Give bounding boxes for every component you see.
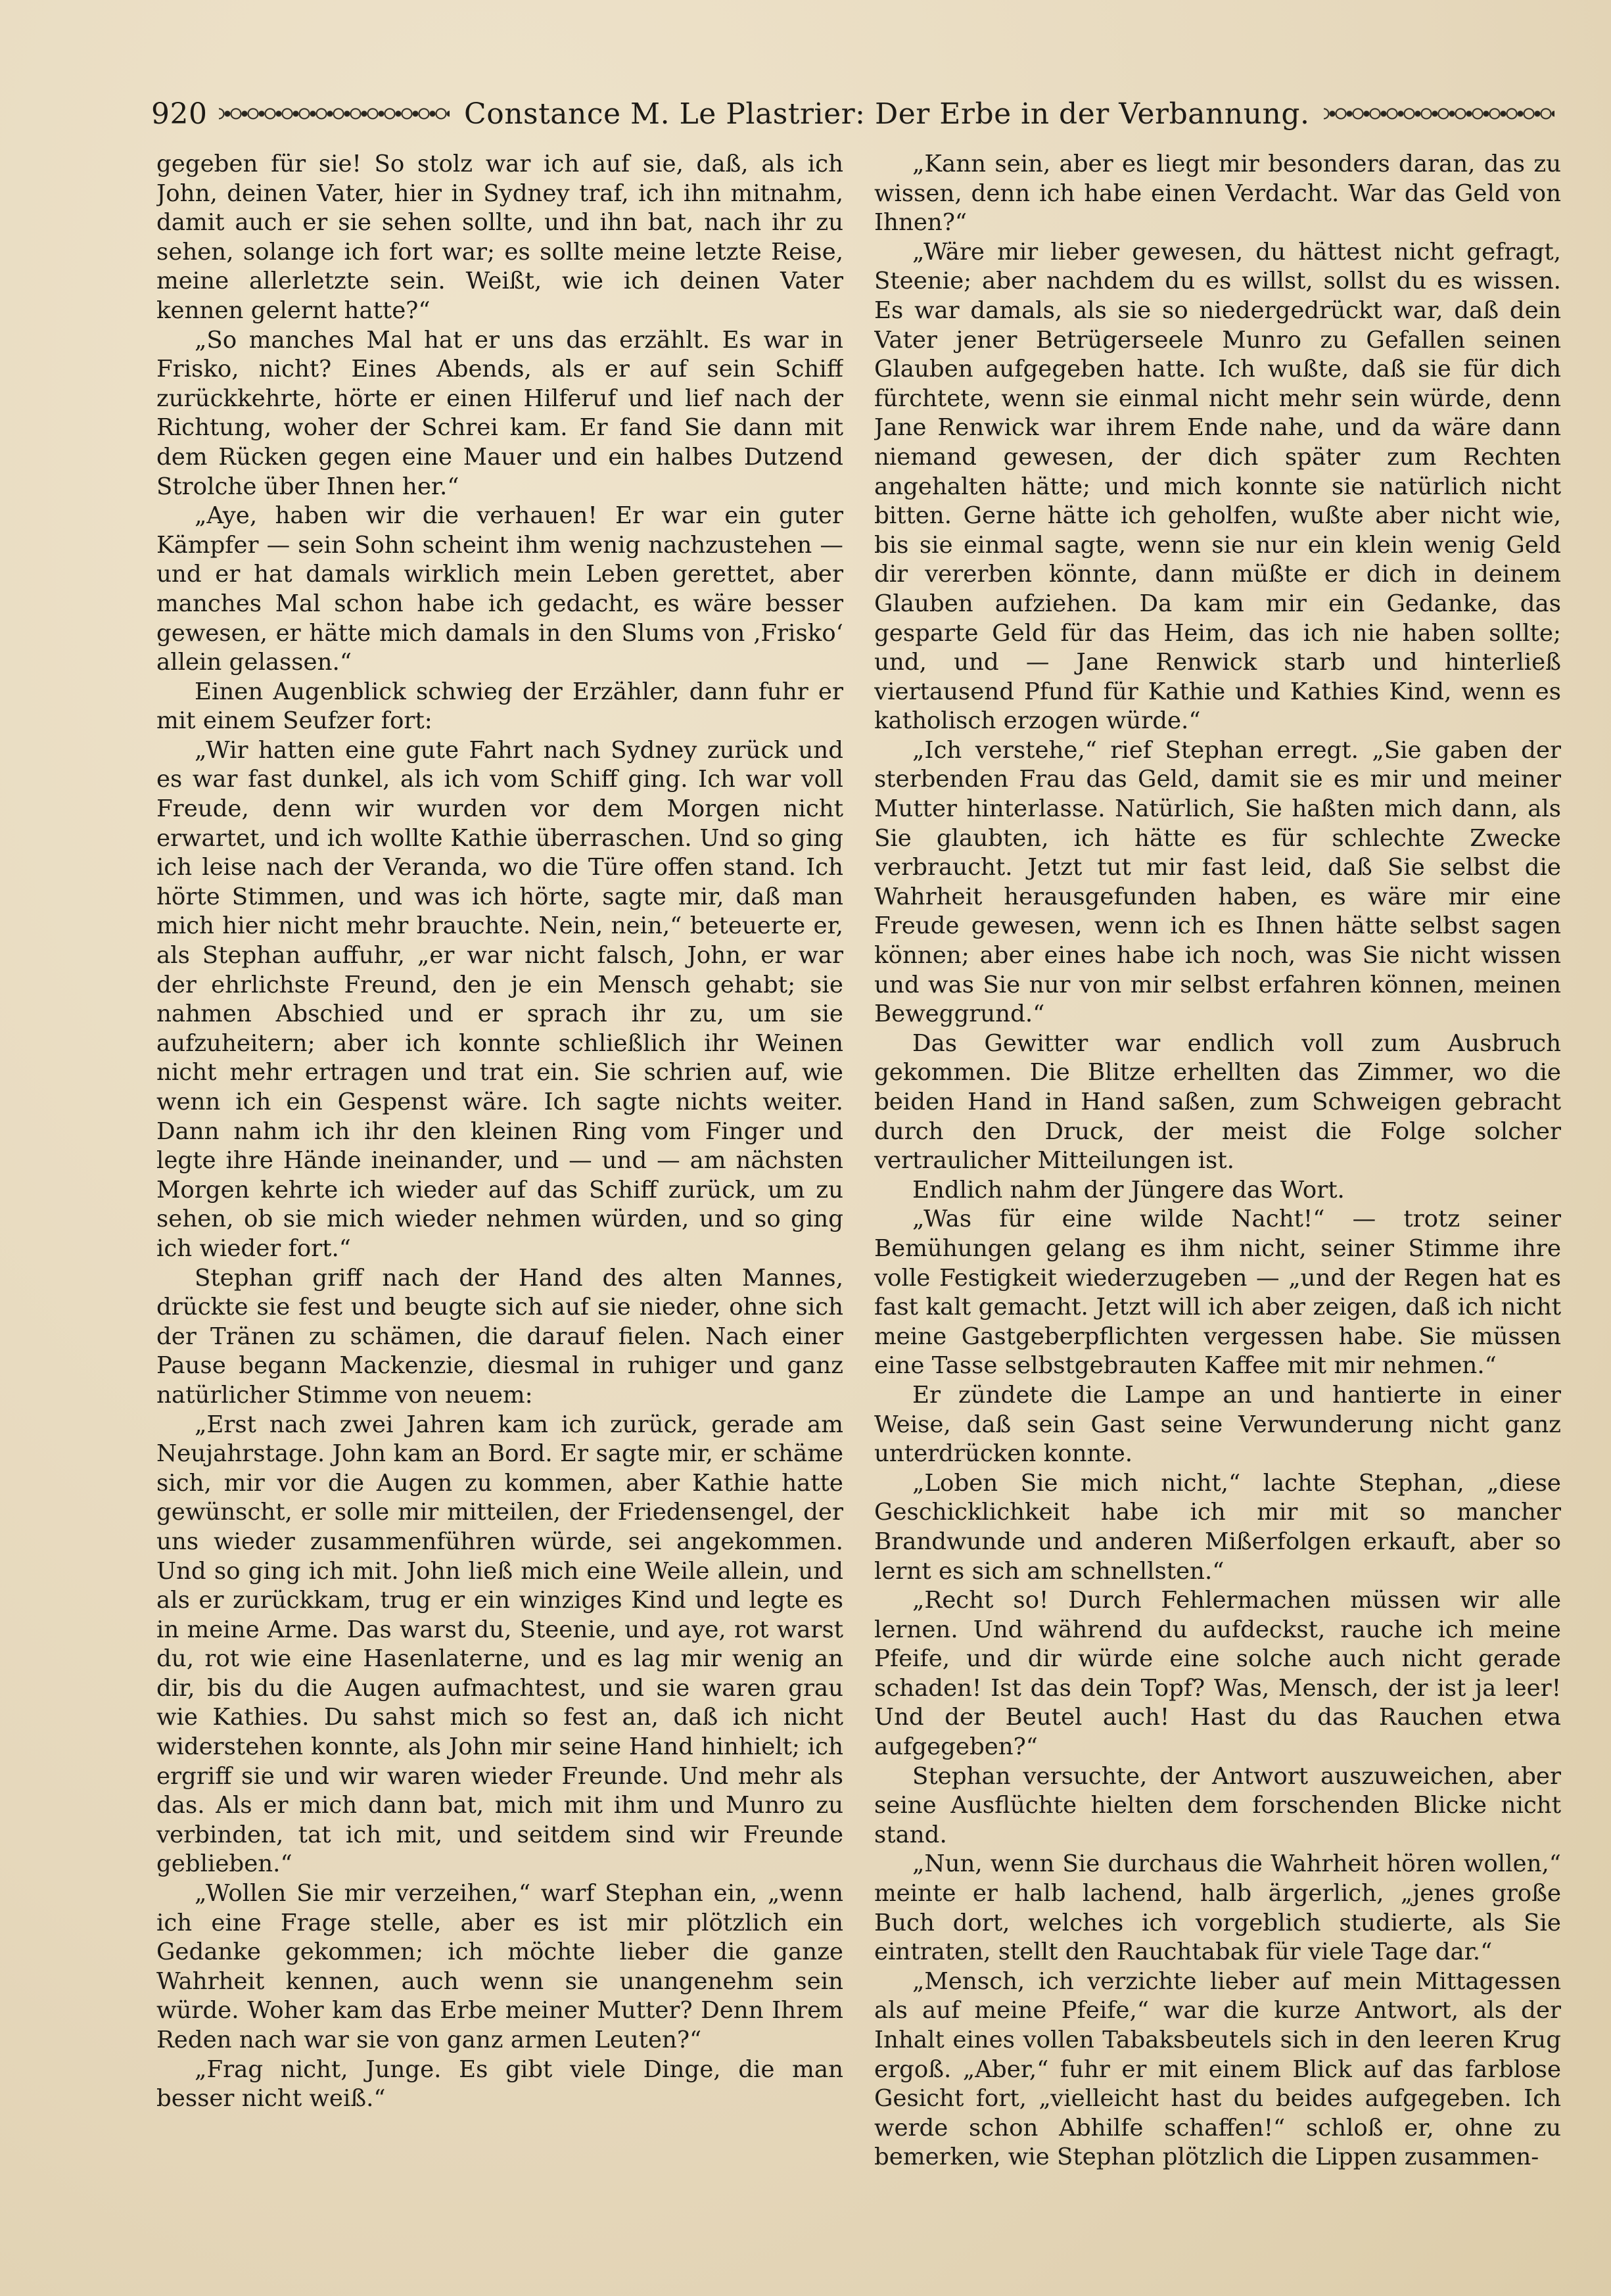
paragraph: „Nun, wenn Sie durchaus die Wahrheit hören wollen,“ meinte er halb lachend, halb ärgerlich, „jenes große Buch dort, welches ich vorgeblich studierte, als Sie eintraten, stellt den Rauchtabak für viele Tage dar.“: [874, 1850, 1561, 1966]
ornament-right: [1324, 107, 1554, 120]
page-header: [151, 91, 1554, 137]
paragraph: Er zündete die Lampe an und hantierte in einer Weise, daß sein Gast seine Verwunderung nicht ganz unterdrücken konnte.: [874, 1381, 1561, 1468]
paragraph: „Wäre mir lieber gewesen, du hättest nicht gefragt, Steenie; aber nachdem du es willst, sollst du es wissen. Es war damals, als sie so niedergedrückt war, daß dein Vater jener Betrügerseele Munro zu Gefallen seinen Glauben aufgegeben hatte. Ich wußte, daß sie für dich fürchtete, wenn sie einmal nicht mehr sein würde, denn Jane Renwick war ihrem Ende nahe, und da wäre dann niemand gewesen, der dich später zum Rechten angehalten hätte; und mich konnte sie natürlich nicht bitten. Gerne hätte ich geholfen, wußte aber nicht wie, bis sie einmal sagte, wenn sie nur ein klein wenig Geld dir vererben könnte, dann müßte er dich in deinem Glauben aufziehen. Da kam mir ein Gedanke, das gesparte Geld für das Heim, das ich nie haben sollte; und, und — Jane Renwick starb und hinterließ viertausend Pfund für Kathie und Kathies Kind, wenn es katholisch erzogen würde.“: [874, 238, 1561, 735]
page-number: 920: [151, 97, 208, 131]
paragraph: Stephan griff nach der Hand des alten Mannes, drückte sie fest und beugte sich auf sie nieder, ohne sich der Tränen zu schämen, die darauf fielen. Nach einer Pause begann Mackenzie, diesmal in ruhiger und ganz natürlicher Stimme von neuem:: [156, 1264, 843, 1409]
paragraph: „Wollen Sie mir verzeihen,“ warf Stephan ein, „wenn ich eine Frage stelle, aber es ist mir plötzlich ein Gedanke gekommen; ich möchte lieber die ganze Wahrheit kennen, auch wenn sie unangenehm sein würde. Woher kam das Erbe meiner Mutter? Denn Ihrem Reden nach war sie von ganz armen Leuten?“: [156, 1880, 843, 2053]
paragraph: „Frag nicht, Junge. Es gibt viele Dinge, die man besser nicht weiß.“: [156, 2055, 843, 2113]
right-column: [874, 150, 1561, 2240]
paragraph: „Mensch, ich verzichte lieber auf mein Mittagessen als auf meine Pfeife,“ war die kurze Antwort, als der Inhalt eines vollen Tabaksbeutels sich in den leeren Krug ergoß. „Aber,“ fuhr er mit einem Blick auf das farblose Gesicht fort, „vielleicht hast du beides aufgegeben. Ich werde schon Abhilfe schaffen!“ schloß er, ohne zu bemerken, wie Stephan plötzlich die Lippen zusammen-: [874, 1967, 1561, 2171]
running-title: Constance M. Le Plastrier: Der Erbe in der Verbannung.: [464, 97, 1310, 131]
paragraph: „Erst nach zwei Jahren kam ich zurück, gerade am Neujahrstage. John kam an Bord. Er sagte mir, er schäme sich, mir vor die Augen zu kommen, aber Kathie hatte gewünscht, er solle mir mitteilen, der Friedensengel, der uns wieder zusammenführen würde, sei angekommen. Und so ging ich mit. John ließ mich eine Weile allein, und als er zurückkam, trug er ein winziges Kind und legte es in meine Arme. Das warst du, Steenie, und aye, rot warst du, rot wie eine Hasenlaterne, und es lag mir wenig an dir, bis du die Augen aufmachtest, und sie waren grau wie Kathies. Du sahst mich so fest an, daß ich nicht widerstehen konnte, als John mir seine Hand hinhielt; ich ergriff sie und wir waren wieder Freunde. Und mehr als das. Als er mich dann bat, mich mit ihm und Munro zu verbinden, tat ich mit, und seitdem sind wir Freunde geblieben.“: [156, 1411, 843, 1878]
paragraph: „So manches Mal hat er uns das erzählt. Es war in Frisko, nicht? Eines Abends, als er auf sein Schiff zurückkehrte, hörte er einen Hilferuf und lief nach der Richtung, woher der Schrei kam. Er fand Sie dann mit dem Rücken gegen eine Mauer und ein halbes Dutzend Strolche über Ihnen her.“: [156, 326, 843, 500]
left-column: [156, 150, 843, 2240]
paragraph: „Recht so! Durch Fehlermachen müssen wir alle lernen. Und während du aufdeckst, rauche ich meine Pfeife, und dir würde eine solche auch nicht gerade schaden! Ist das dein Topf? Was, Mensch, der ist ja leer! Und der Beutel auch! Hast du das Rauchen etwa aufgegeben?“: [874, 1587, 1561, 1761]
paragraph: „Loben Sie mich nicht,“ lachte Stephan, „diese Geschicklichkeit habe ich mir mit so mancher Brandwunde und anderen Mißerfolgen erkauft, aber so lernt es sich am schnellsten.“: [874, 1469, 1561, 1585]
paragraph: Endlich nahm der Jüngere das Wort.: [912, 1176, 1345, 1204]
paragraph: „Ich verstehe,“ rief Stephan erregt. „Sie gaben der sterbenden Frau das Geld, damit sie es mir und meiner Mutter hinterlasse. Natürlich, Sie haßten mich dann, als Sie glaubten, ich hätte es für schlechte Zwecke verbraucht. Jetzt tut mir fast leid, daß Sie selbst die Wahrheit herausgefunden haben, es wäre mir eine Freude gewesen, wenn ich es Ihnen hätte selbst sagen können; aber eines habe ich noch, was Sie nicht wissen und was Sie nur von mir selbst erfahren können, meinen Beweggrund.“: [874, 736, 1561, 1028]
paragraph: „Aye, haben wir die verhauen! Er war ein guter Kämpfer — sein Sohn scheint ihm wenig nachzustehen — und er hat damals wirklich mein Leben gerettet, aber manches Mal schon habe ich gedacht, es wäre besser gewesen, er hätte mich damals in den Slums von ‚Frisko‘ allein gelassen.“: [156, 502, 843, 676]
paragraph: Einen Augenblick schwieg der Erzähler, dann fuhr er mit einem Seufzer fort:: [156, 678, 843, 735]
paragraph: gegeben für sie! So stolz war ich auf sie, daß, als ich John, deinen Vater, hier in Sydney traf, ich ihn mitnahm, damit auch er sie sehen sollte, und ihn bat, nach ihr zu sehen, solange ich fort war; es sollte meine letzte Reise, meine allerletzte sein. Weißt, wie ich deinen Vater kennen gelernt hatte?“: [156, 151, 843, 324]
ornament-left: [219, 107, 450, 120]
paragraph: „Wir hatten eine gute Fahrt nach Sydney zurück und es war fast dunkel, als ich vom Schiff ging. Ich war voll Freude, denn wir wurden vor dem Morgen nicht erwartet, und ich wollte Kathie überraschen. Und so ging ich leise nach der Veranda, wo die Türe offen stand. Ich hörte Stimmen, und was ich hörte, sagte mir, daß man mich hier nicht mehr brauchte. Nein, nein,“ beteuerte er, als Stephan auffuhr, „er war nicht falsch, John, er war der ehrlichste Freund, den je ein Mensch gehabt; sie nahmen Abschied und er sprach ihr zu, um sie aufzuheitern; aber ich konnte schließlich ihr Weinen nicht mehr ertragen und trat ein. Sie schrien auf, wie wenn ich ein Gespenst wäre. Ich sagte nichts weiter. Dann nahm ich ihr den kleinen Ring vom Finger und legte ihre Hände ineinander, und — und — am nächsten Morgen kehrte ich wieder auf das Schiff zurück, um zu sehen, ob sie mich wieder nehmen würden, und so ging ich wieder fort.“: [156, 736, 843, 1262]
paragraph: Stephan versuchte, der Antwort auszuweichen, aber seine Ausflüchte hielten dem forschenden Blicke nicht stand.: [874, 1762, 1561, 1848]
paragraph: „Kann sein, aber es liegt mir besonders daran, das zu wissen, denn ich habe einen Verdacht. War das Geld von Ihnen?“: [874, 151, 1561, 237]
paragraph: „Was für eine wilde Nacht!“ — trotz seiner Bemühungen gelang es ihm nicht, seiner Stimme ihre volle Festigkeit wiederzugeben — „und der Regen hat es fast kalt gemacht. Jetzt will ich aber zeigen, daß ich nicht meine Gastgeberpflichten vergessen habe. Sie müssen eine Tasse selbstgebrauten Kaffee mit mir nehmen.“: [874, 1206, 1561, 1380]
paragraph: Das Gewitter war endlich voll zum Ausbruch gekommen. Die Blitze erhellten das Zimmer, wo die beiden Hand in Hand saßen, zum Schweigen gebracht durch den Druck, der meist die Folge solcher vertraulicher Mitteilungen ist.: [874, 1029, 1561, 1175]
